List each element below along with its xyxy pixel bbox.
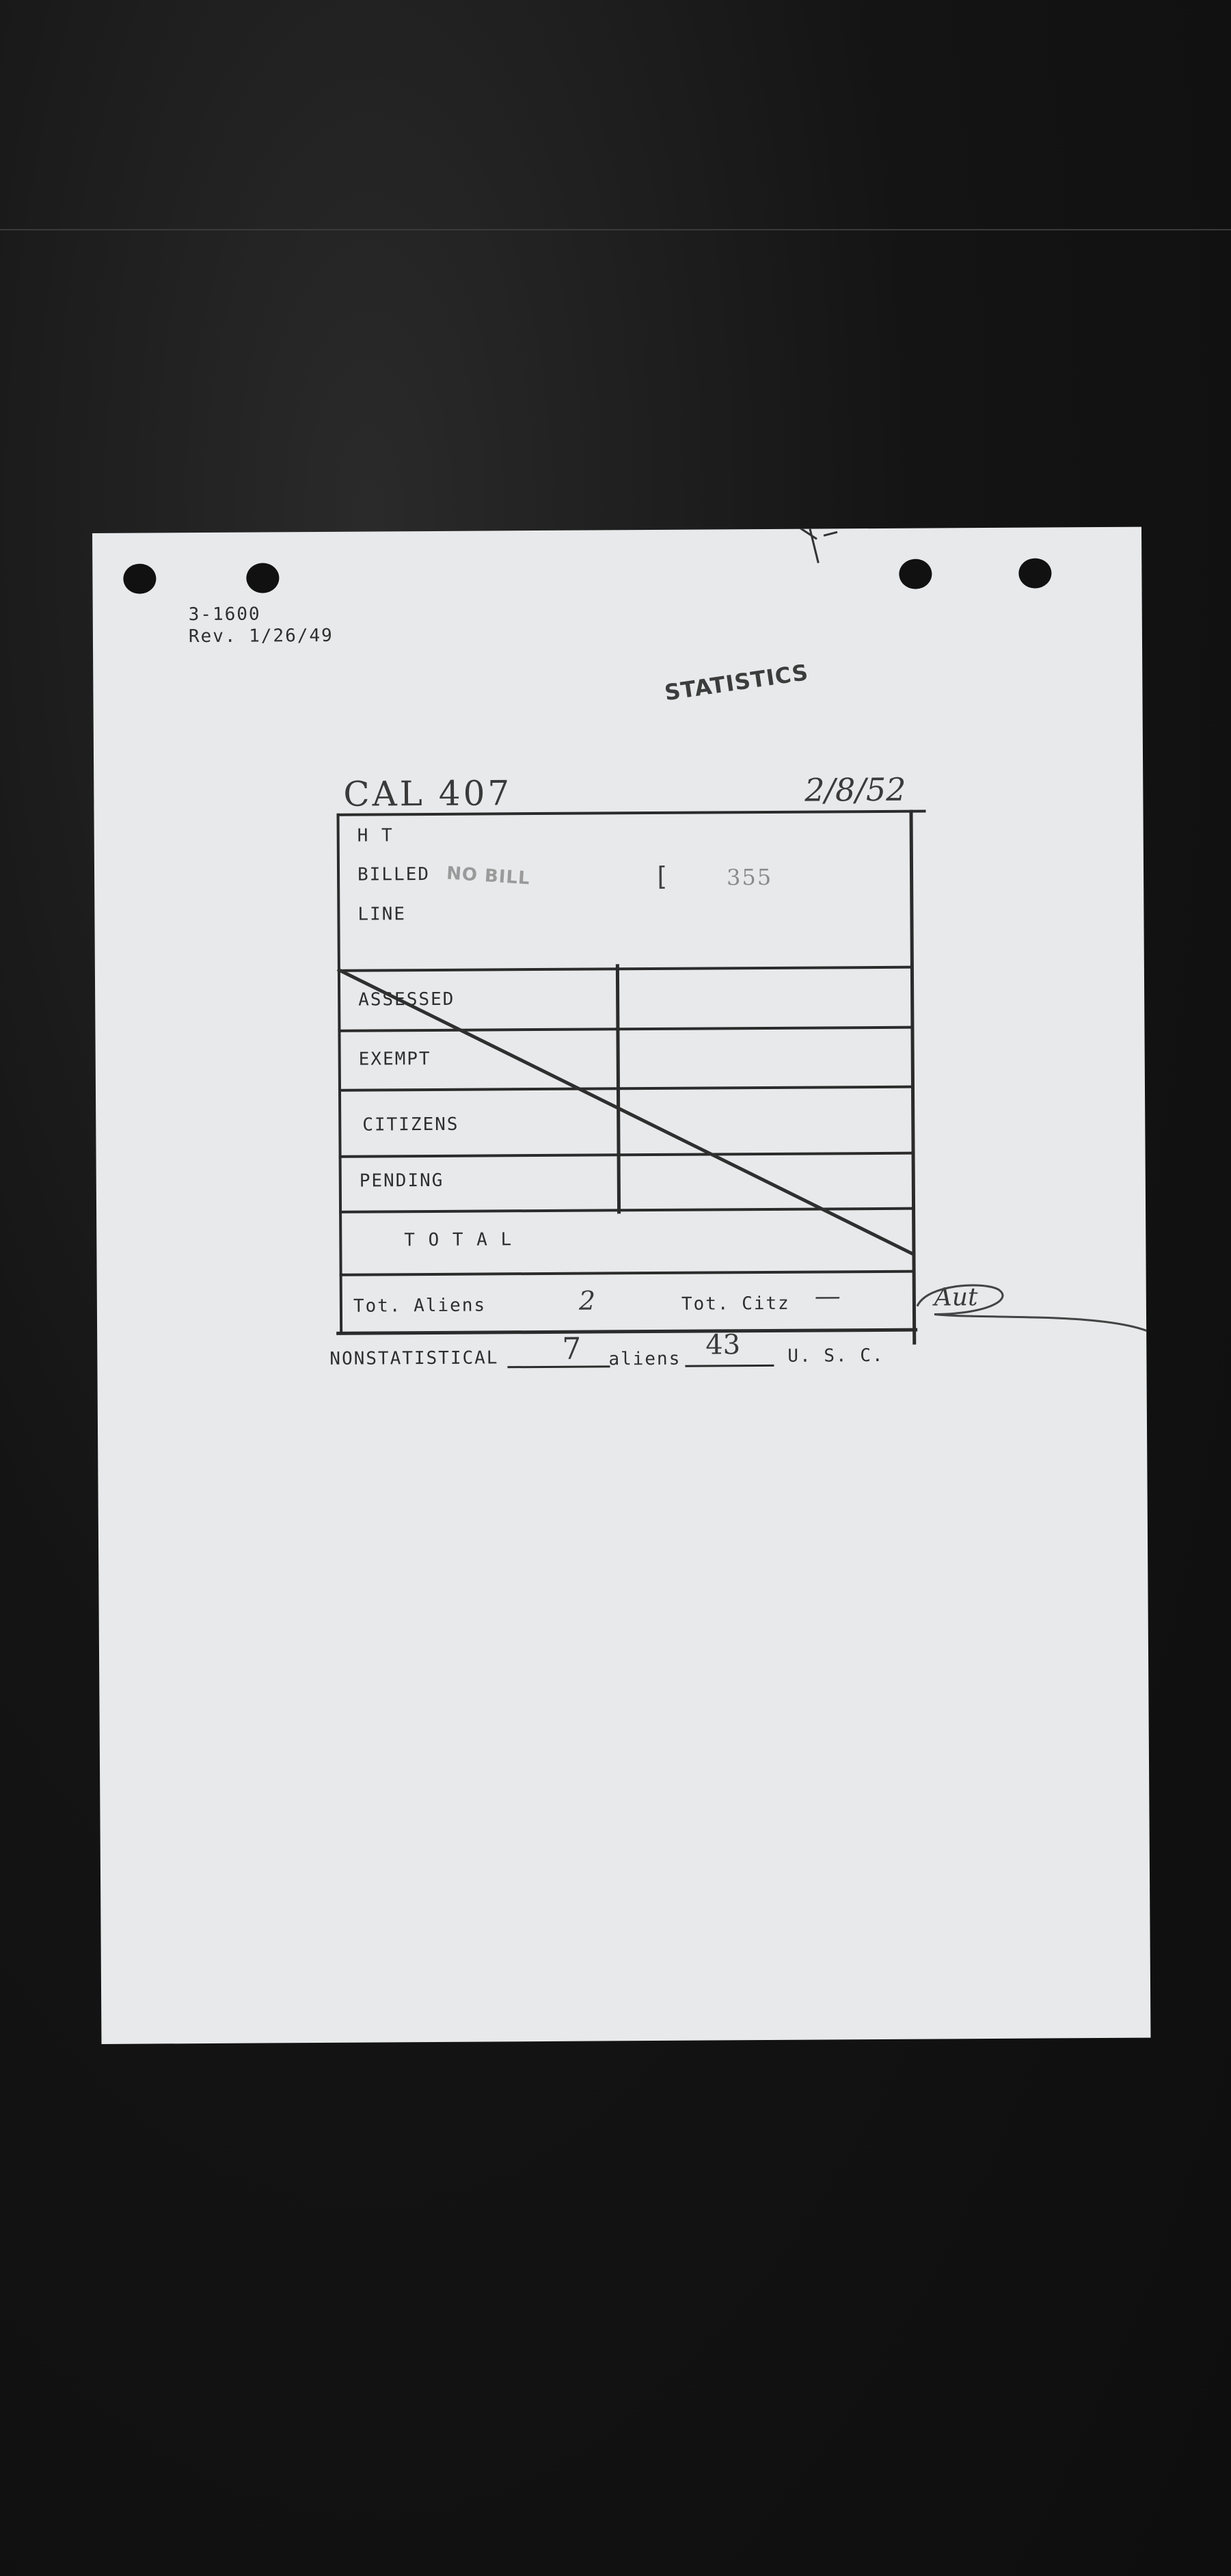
form-number: 3-1600: [188, 604, 261, 626]
tot-aliens-value: 2: [578, 1285, 596, 1316]
aliens-label: aliens: [608, 1348, 681, 1370]
nonstatistical-label: NONSTATISTICAL: [329, 1347, 499, 1369]
pending-label: PENDING: [359, 1170, 444, 1192]
header-code: CAL 407: [343, 773, 513, 814]
billed-label: BILLED: [357, 863, 431, 885]
diagonal-cancel-line: [338, 966, 914, 1258]
date-written: 2/8/52: [804, 770, 906, 809]
exempt-label: EXEMPT: [358, 1048, 431, 1070]
tot-citz-value: —: [814, 1280, 841, 1311]
no-bill-stamp: NO BILL: [446, 863, 531, 889]
form-sheet: [92, 527, 1150, 2044]
handwritten-strokes: [92, 527, 1147, 1422]
line-label: LINE: [357, 904, 407, 925]
total-label: T O T A L: [404, 1229, 513, 1251]
ht-label: H T: [357, 825, 394, 846]
count-value: 355: [726, 863, 773, 891]
aliens-value: 43: [705, 1329, 741, 1361]
bracket-mark: [: [653, 861, 671, 891]
tot-citz-label: Tot. Citz: [681, 1293, 790, 1315]
tot-aliens-label: Tot. Aliens: [353, 1295, 487, 1317]
citizens-label: CITIZENS: [362, 1114, 459, 1136]
initials-circle: [917, 1284, 1147, 1334]
statistics-stamp: STATISTICS: [662, 659, 811, 706]
top-scribble: [796, 527, 837, 563]
assessed-label: ASSESSED: [358, 989, 455, 1010]
initials-handwritten: Aut: [934, 1283, 978, 1312]
form-revision: Rev. 1/26/49: [188, 625, 334, 647]
nonstatistical-value: 7: [562, 1331, 582, 1367]
usc-label: U. S. C.: [787, 1345, 884, 1367]
